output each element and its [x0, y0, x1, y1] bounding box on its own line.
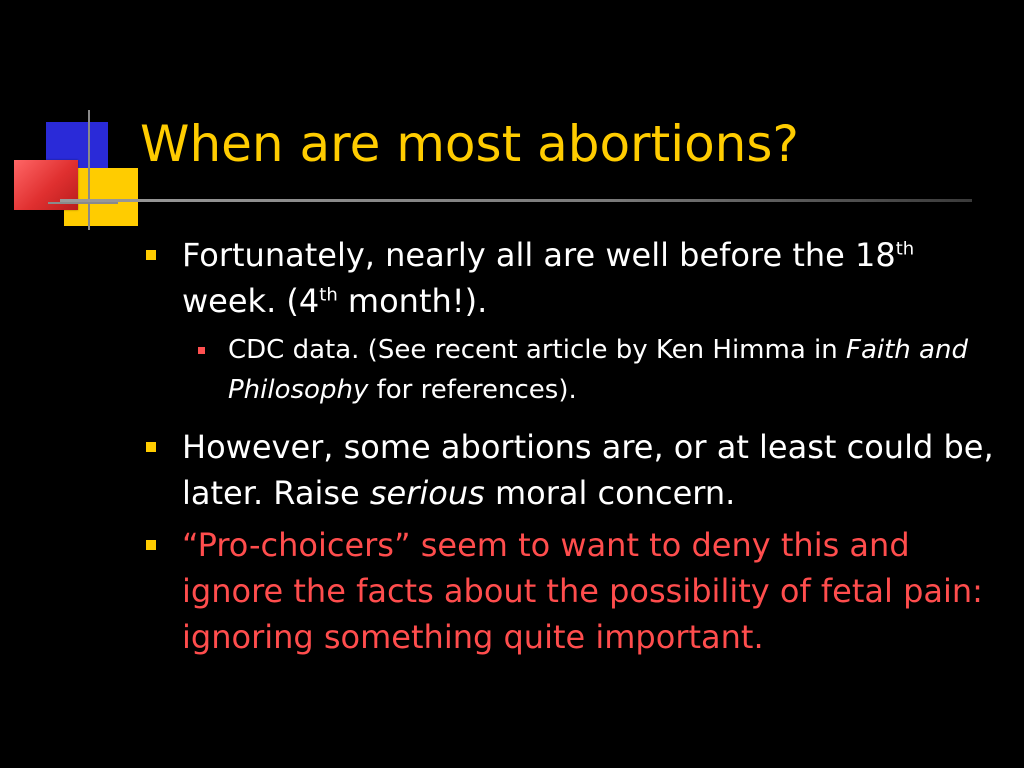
sub-bullet-item-1: [140, 330, 1000, 410]
bullet-2-text-b: moral concern.: [484, 474, 736, 512]
bullet-item-1: [140, 232, 1000, 324]
sub-bullet-text-b: for references).: [368, 375, 577, 405]
title-divider: [60, 199, 972, 202]
sub-bullet-italic-text: Faith and Philosophy: [228, 335, 968, 405]
bullet-marker-icon: [146, 540, 156, 550]
bullet-list: [140, 232, 1000, 666]
horizontal-line-shape: [48, 202, 118, 204]
bullet-1-text-c: month!).: [337, 282, 488, 320]
bullet-2-italic-text: serious: [369, 474, 485, 512]
slide-title: When are most abortions?: [140, 115, 799, 173]
bullet-item-2: [140, 424, 1000, 516]
bullet-1-text-a: Fortunately, nearly all are well before the 18: [182, 236, 896, 274]
bullet-item-3: [140, 522, 1000, 660]
bullet-3-text: “Pro-choicers” seem to want to deny this and ignore the facts about the possibility of fetal pain: ignoring something quite important.: [182, 526, 983, 656]
bullet-2-text-a: However, some abortions are, or at least could be, later. Raise: [182, 428, 994, 512]
vertical-line-shape: [88, 110, 90, 230]
bullet-marker-icon: [146, 442, 156, 452]
decorative-logo: [0, 0, 160, 240]
bullet-1-superscript-b: th: [319, 284, 338, 306]
bullet-marker-icon: [146, 250, 156, 260]
sub-bullet-text-a: CDC data. (See recent article by Ken Himma in: [228, 335, 846, 365]
bullet-1-superscript-a: th: [895, 238, 915, 260]
sub-bullet-marker-icon: [198, 347, 205, 354]
bullet-1-text-b: week. (4: [182, 282, 320, 320]
